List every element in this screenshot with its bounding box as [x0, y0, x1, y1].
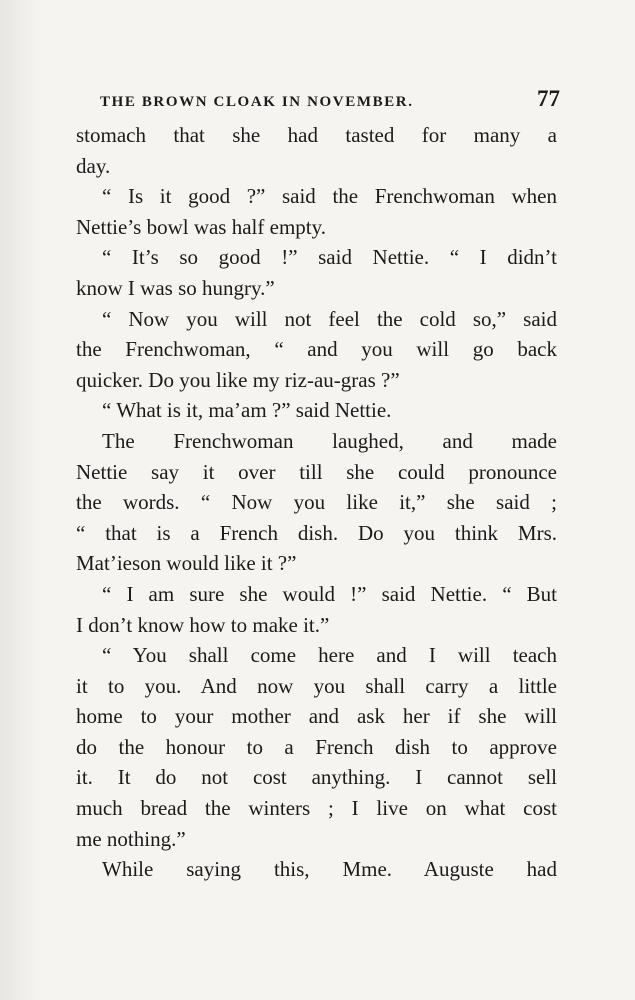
- text-line: The Frenchwoman laughed, and made: [102, 428, 557, 453]
- text-line: it to you. And now you shall carry a little: [76, 673, 557, 698]
- text-line: it. It do not cost anything. I cannot sell: [76, 765, 557, 790]
- text-line: stomach that she had tasted for many a: [76, 123, 557, 147]
- text-line: the Frenchwoman, “ and you will go back: [76, 337, 557, 362]
- text-line: the words. “ Now you like it,” she said ;: [76, 490, 557, 515]
- text-line: “ that is a French dish. Do you think Mrs.: [76, 520, 557, 545]
- text-line: “ Now you will not feel the cold so,” said: [102, 306, 557, 331]
- running-head: [100, 86, 560, 114]
- running-title: THE BROWN CLOAK IN NOVEMBER.: [100, 94, 414, 110]
- page-number: 77: [537, 86, 560, 111]
- body-text: [76, 120, 557, 885]
- text-line: much bread the winters ; I live on what cost: [76, 796, 557, 821]
- text-line: “ Is it good ?” said the Frenchwoman when: [102, 184, 557, 209]
- text-line: While saying this, Mme. Auguste had: [102, 857, 557, 882]
- page-gutter-shadow: [0, 0, 38, 1000]
- text-line: know I was so hungry.”: [76, 275, 275, 300]
- text-line: home to your mother and ask her if she will: [76, 704, 557, 729]
- text-line: “ It’s so good !” said Nettie. “ I didn’t: [102, 245, 557, 270]
- text-line: Mat’ieson would like it ?”: [76, 551, 297, 576]
- text-line: “ What is it, ma’am ?” said Nettie.: [102, 398, 392, 423]
- text-line: do the honour to a French dish to approve: [76, 734, 557, 759]
- text-line: me nothing.”: [76, 826, 186, 851]
- text-line: day.: [76, 153, 111, 178]
- text-line: quicker. Do you like my riz-au-gras ?”: [76, 367, 400, 392]
- text-line: “ You shall come here and I will teach: [102, 643, 557, 668]
- text-line: I don’t know how to make it.”: [76, 612, 330, 637]
- text-line: “ I am sure she would !” said Nettie. “ But: [102, 581, 557, 606]
- text-line: Nettie’s bowl was half empty.: [76, 214, 327, 239]
- text-line: Nettie say it over till she could pronounce: [76, 459, 557, 484]
